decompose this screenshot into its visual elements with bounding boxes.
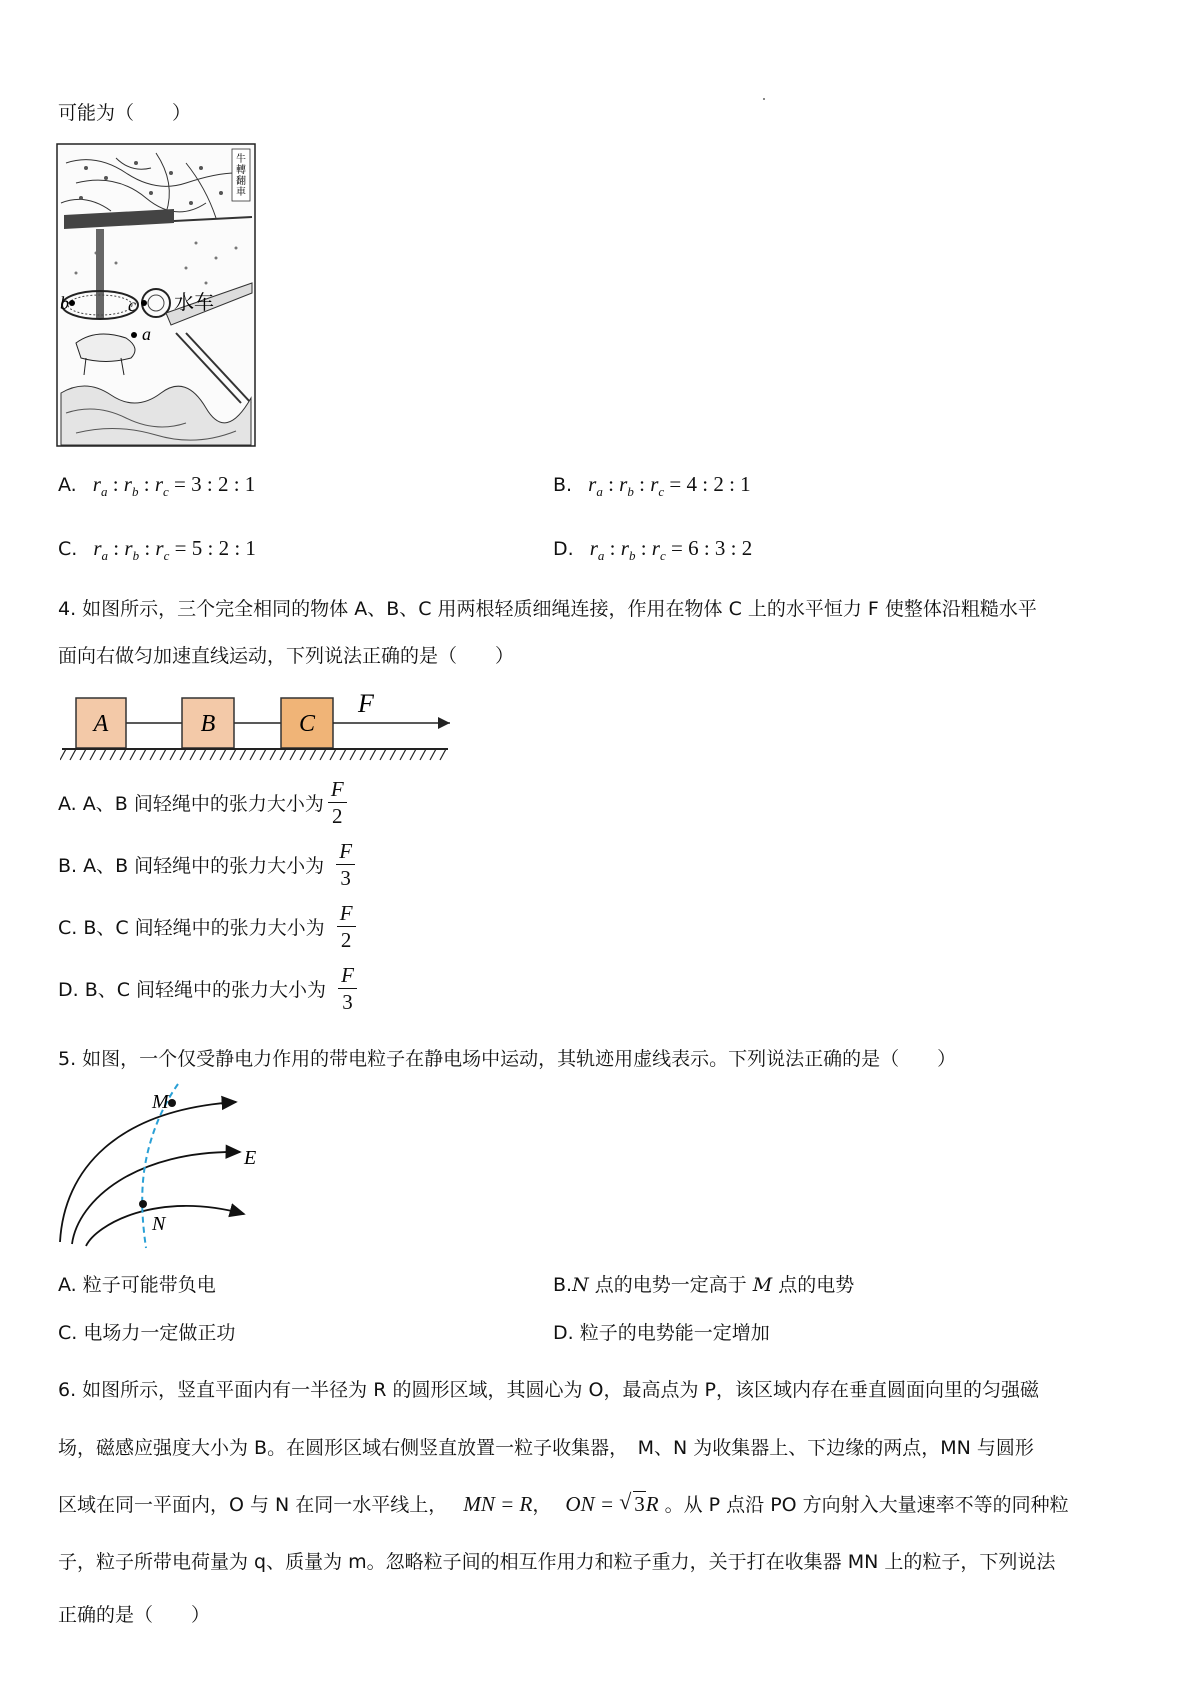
q5-option-c[interactable]: C. 电场力一定做正功 <box>58 1322 236 1344</box>
eq-mn: MN = R <box>463 1492 533 1516</box>
q3-option-a[interactable]: A. $r_a$ : $r_b$ : $r_c = 3$ : 2 : 1 <box>58 472 256 500</box>
svg-text:C: C <box>298 711 316 737</box>
q3-point-c: c <box>128 295 136 315</box>
point-n <box>139 1200 147 1208</box>
q6-line2: 场，磁感应强度大小为 B。在圆形区域右侧竖直放置一粒子收集器， M、N 为收集器上、下边缘的两点，MN 与圆形 <box>58 1437 1034 1459</box>
q3-water-wheel-label: 水车 <box>174 290 214 314</box>
svg-text:A: A <box>93 711 109 737</box>
q4-option-a[interactable]: A. A、B 间轻绳中的张力大小为 $\frac{F}{2}$ <box>58 776 347 829</box>
q4-blocks-figure <box>60 688 450 762</box>
q3-option-c[interactable]: C. $r_a$ : $r_b$ : $r_c = 5$ : 2 : 1 <box>58 536 256 564</box>
q5-field-figure <box>56 1080 276 1250</box>
sqrt-3: √ 3 <box>619 1489 645 1516</box>
q4-option-b[interactable]: B. A、B 间轻绳中的张力大小为 $\frac{F}{3}$ <box>58 838 355 891</box>
field-line-top <box>60 1102 236 1242</box>
q3-ratio-a: 3 : 2 : 1 <box>191 472 256 496</box>
svg-text:B: B <box>200 711 216 737</box>
q3-ratio-b: 4 : 2 : 1 <box>686 472 751 496</box>
q3-option-d[interactable]: D. $r_a$ : $r_b$ : $r_c = 6$ : 3 : 2 <box>553 536 753 564</box>
label-e: E <box>244 1147 257 1169</box>
q5-option-d[interactable]: D. 粒子的电势能一定增加 <box>553 1322 770 1344</box>
q3-point-b: b <box>60 293 69 313</box>
q5-option-b[interactable]: B.N 点的电势一定高于 M 点的电势 <box>553 1274 855 1296</box>
q5-stem: 5. 如图，一个仅受静电力作用的带电粒子在静电场中运动，其轨迹用虚线表示。下列说法正确的是（ ） <box>58 1048 957 1070</box>
stray-dot <box>763 98 765 100</box>
q6-line1: 6. 如图所示，竖直平面内有一半径为 R 的圆形区域，其圆心为 O，最高点为 P，该区域内存在垂直圆面向里的匀强磁 <box>58 1379 1039 1401</box>
q4-stem-line2: 面向右做匀加速直线运动，下列说法正确的是（ ） <box>58 645 515 667</box>
q6-line5: 正确的是（ ） <box>58 1604 211 1626</box>
q3-ratio-c: 5 : 2 : 1 <box>191 536 256 560</box>
svg-text:翻: 翻 <box>236 176 246 187</box>
q3-option-b[interactable]: B. $r_a$ : $r_b$ : $r_c = 4$ : 2 : 1 <box>553 472 751 500</box>
q3-waterwheel-figure <box>56 143 256 447</box>
q5-option-a[interactable]: A. 粒子可能带负电 <box>58 1274 216 1296</box>
q4-stem-line1: 4. 如图所示，三个完全相同的物体 A、B、C 用两根轻质细绳连接，作用在物体 C 上的水平恒力 F 使整体沿粗糙水平 <box>58 598 1037 620</box>
q6-line3: 区域在同一平面内，O 与 N 在同一水平线上， MN = R， ON = √ 3R 。从 P 点沿 PO 方向射入大量速率不等的同种粒 <box>58 1489 1069 1516</box>
q4-option-c[interactable]: C. B、C 间轻绳中的张力大小为 $\frac{F}{2}$ <box>58 900 356 953</box>
q3-ratio-d: 6 : 3 : 2 <box>688 536 753 560</box>
point-m <box>168 1099 176 1107</box>
force-label: F <box>358 689 374 718</box>
label-n: N <box>152 1213 166 1235</box>
q3-point-a: a <box>142 324 151 344</box>
label-m: M <box>152 1091 169 1113</box>
svg-text:車: 車 <box>236 187 246 198</box>
q4-option-d[interactable]: D. B、C 间轻绳中的张力大小为 $\frac{F}{3}$ <box>58 962 357 1015</box>
svg-text:轉: 轉 <box>236 165 246 176</box>
q3-figure-title-1: 牛 <box>236 154 246 165</box>
q6-line4: 子，粒子所带电荷量为 q、质量为 m。忽略粒子间的相互作用力和粒子重力，关于打在收集器 MN 上的粒子，下列说法 <box>58 1551 1056 1573</box>
q3-stem-tail: 可能为（ ） <box>58 102 192 124</box>
